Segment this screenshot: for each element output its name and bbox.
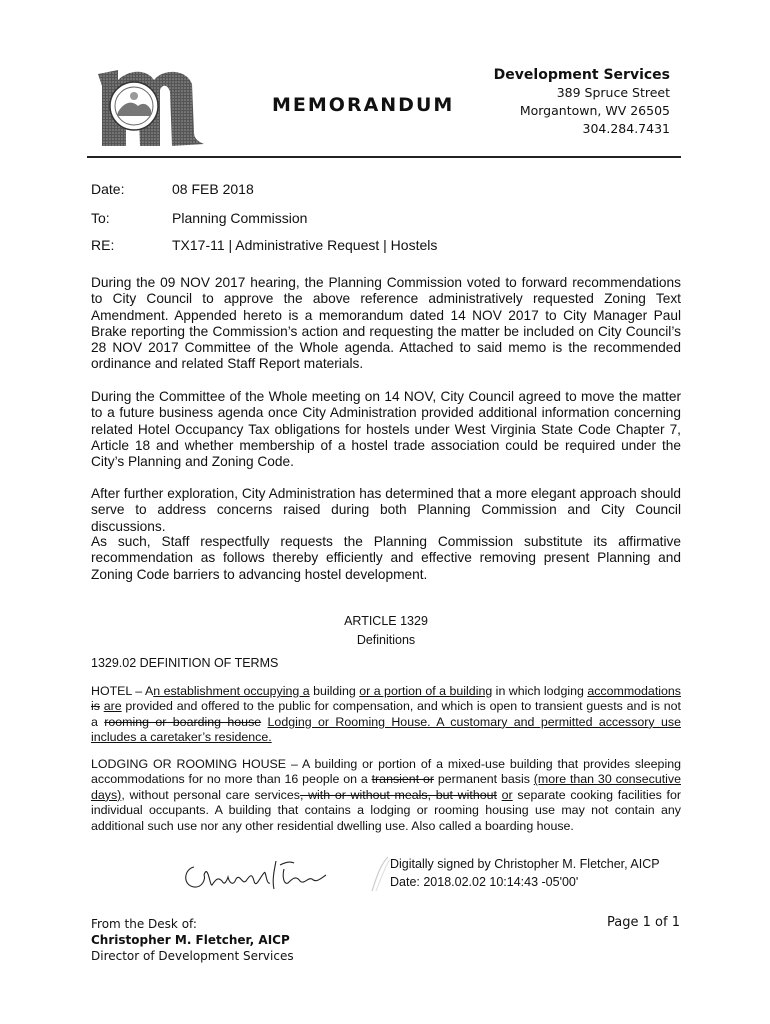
to-value: Planning Commission xyxy=(172,210,308,226)
header-divider xyxy=(87,156,681,158)
org-phone: 304.284.7431 xyxy=(582,121,670,136)
handwritten-signature xyxy=(180,855,340,895)
paragraph-1: During the 09 NOV 2017 hearing, the Planning Commission voted to forward recommendations to City Council to approve the above reference administratively requested Zoning Text Amendment. Appended hereto is a memorandum dated 14 NOV 2017 to City Manager Paul Brake reporting the Commission’s action and requesting the matter be included on City Council’s 28 NOV 2017 Committee of the Whole agenda. Attached to said memo is the recommended ordinance and related Staff Report materials. xyxy=(91,275,681,372)
footer-role: Director of Development Services xyxy=(91,949,294,963)
re-value: TX17-11 | Administrative Request | Hostels xyxy=(172,237,438,253)
city-logo xyxy=(88,66,206,148)
org-name: Development Services xyxy=(493,67,670,83)
section-heading: 1329.02 DEFINITION OF TERMS xyxy=(91,656,279,670)
page-number: Page 1 of 1 xyxy=(607,915,680,930)
memo-title: MEMORANDUM xyxy=(272,94,455,116)
footer-from: From the Desk of: xyxy=(91,917,197,931)
signature-stamp-mark xyxy=(370,855,392,893)
paragraph-2: During the Committee of the Whole meeting on 14 NOV, City Council agreed to move the matter to a future business agenda once City Administration provided additional information concerning related Hotel Occupancy Tax obligations for hostels under West Virginia State Code Chapter 7, Article 18 and whether membership of a hostel trade association could be required under the City’s Planning and Zoning Code. xyxy=(91,389,681,470)
article-heading: ARTICLE 1329 xyxy=(344,614,428,628)
article-subheading: Definitions xyxy=(356,633,416,647)
digital-signature-line-2: Date: 2018.02.02 10:14:43 -05'00' xyxy=(390,875,579,889)
footer-name: Christopher M. Fletcher, AICP xyxy=(91,933,290,947)
org-city: Morgantown, WV 26505 xyxy=(519,103,670,118)
date-value: 08 FEB 2018 xyxy=(172,181,254,197)
footer xyxy=(91,916,294,964)
lodging-definition: LODGING OR ROOMING HOUSE – A building or portion of a mixed-use building that provides sleeping accommodations for no more than 16 people on a transient or permanent basis (more than 30 consecutive days), without personal care services, with or without meals, but without or separate cooking facilities for individual occupants. A building that contains a lodging or rooming housing use may not contain any additional such use nor any other residential dwelling use. Also called a boarding house. xyxy=(91,757,681,833)
digital-signature-line-1: Digitally signed by Christopher M. Fletcher, AICP xyxy=(390,857,660,871)
org-street: 389 Spruce Street xyxy=(556,85,670,100)
date-label: Date: xyxy=(91,181,125,197)
digital-signature xyxy=(370,853,690,895)
paragraph-3: After further exploration, City Administration has determined that a more elegant approach should serve to address concerns raised during both Planning Commission and City Council discussions. xyxy=(91,486,681,534)
hotel-definition: HOTEL – An establishment occupying a building or a portion of a building in which lodging accommodations is are provided and offered to the public for compensation, and which is open to transient guests and is not a rooming or boarding house Lodging or Rooming House. A customary and permitted accessory use includes a caretaker’s residence. xyxy=(91,684,681,745)
re-label: RE: xyxy=(91,237,115,253)
to-label: To: xyxy=(91,210,110,226)
org-block xyxy=(494,66,670,138)
paragraph-4: As such, Staff respectfully requests the Planning Commission substitute its affirmative recommendation as follows thereby efficiently and effective removing present Planning and Zoning Code barriers to advancing hostel development. xyxy=(91,534,681,582)
